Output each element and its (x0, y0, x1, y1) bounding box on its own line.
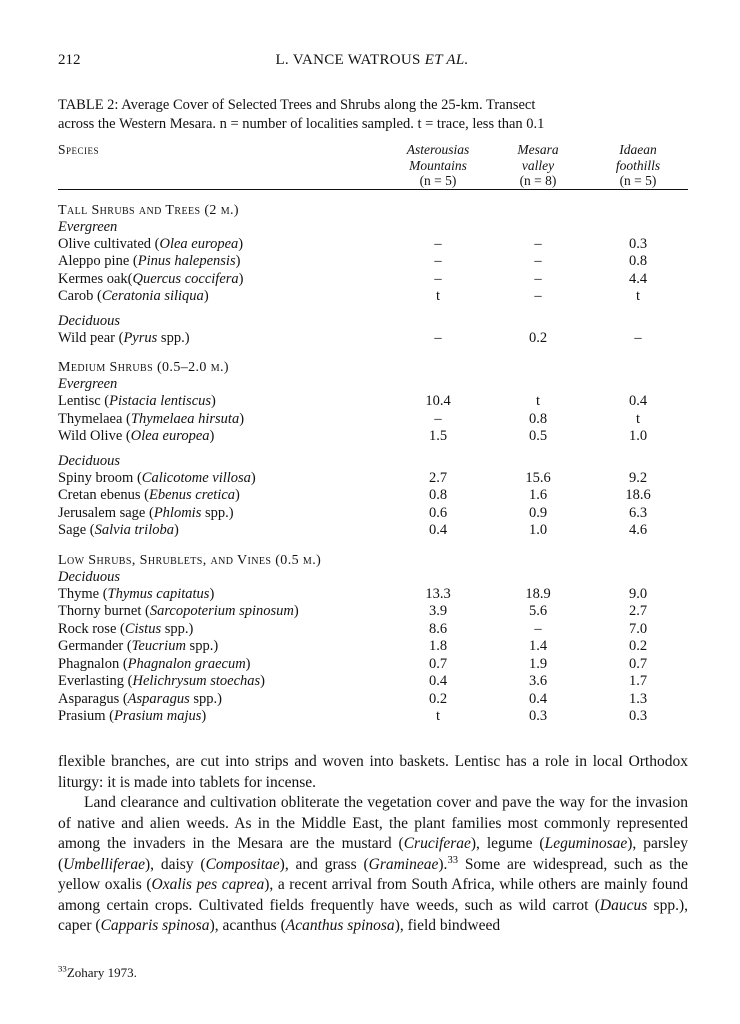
cover-value: 9.0 (628, 585, 648, 602)
footnote-text: Zohary 1973. (66, 965, 137, 980)
column-header-title: Asterousias (406, 142, 470, 157)
cover-value: t (535, 393, 541, 409)
cover-value: 0.2 (628, 638, 648, 654)
cover-value: 4.4 (628, 270, 648, 287)
cover-value: 2.7 (428, 469, 448, 486)
species-name: Olive cultivated (Olea europea) (58, 235, 244, 252)
column-header-3 (588, 142, 688, 189)
table-row (58, 586, 688, 604)
p2-seg10: ), acanthus ( (209, 917, 286, 934)
table-row (58, 253, 688, 271)
cover-value: 1.3 (628, 690, 648, 707)
cover-value: 0.4 (528, 690, 548, 707)
species-name: Germander (Teucrium spp.) (58, 638, 219, 654)
cover-value: 0.3 (528, 708, 548, 724)
column-header-n: (n = 8) (519, 173, 557, 188)
group-label-row (58, 313, 688, 330)
section-heading: Low Shrubs, Shrublets, and Vines (0.5 m.) (58, 552, 322, 568)
species-name: Wild pear (Pyrus spp.) (58, 329, 190, 346)
table-row (58, 708, 688, 726)
table-row (58, 621, 688, 639)
species-name: Prasium (Prasium majus) (58, 708, 207, 724)
cover-value: 18.6 (625, 487, 651, 503)
cover-value: – (534, 270, 542, 287)
p2-seg2: ), legume ( (470, 835, 545, 852)
cover-value: 2.7 (628, 603, 648, 619)
species-name: Asparagus (Asparagus spp.) (58, 690, 222, 707)
species-name: Rock rose (Cistus spp.) (58, 620, 194, 637)
p2-seg8: ), a recent arrival from South Africa, while others are mainly found among certain crops. Cultivated fields frequently have weeds, such as wild carrot ( (58, 876, 688, 914)
p2-seg3: ), parsley ( (58, 835, 688, 873)
group-label-row (58, 219, 688, 236)
column-header-2 (488, 142, 588, 189)
data-table (58, 142, 688, 726)
species-name: Everlasting (Helichrysum stoechas) (58, 673, 265, 689)
group-label: Deciduous (58, 452, 121, 469)
table-row (58, 638, 688, 656)
cover-value: 1.0 (528, 522, 548, 538)
running-title-text: L. VANCE WATROUS (275, 52, 425, 68)
cover-value: – (434, 270, 442, 287)
column-header-sub: foothills (615, 157, 661, 173)
cover-value: 0.3 (628, 235, 648, 252)
column-header-title: Mesara (517, 142, 559, 157)
body-text (58, 752, 688, 937)
column-header-species (58, 142, 388, 189)
table-row (58, 656, 688, 674)
p2-italic-acanthus: Acanthus spinosa (285, 917, 395, 934)
page-number: 212 (58, 52, 81, 68)
column-header-sub: valley (521, 157, 555, 173)
group-label-row (58, 569, 688, 586)
group-label: Evergreen (58, 376, 118, 392)
section-heading-row (58, 190, 688, 219)
paragraph-1 (58, 752, 688, 793)
cover-value: 0.3 (628, 708, 648, 724)
page-header (58, 52, 686, 72)
species-name: Phagnalon (Phagnalon graecum) (58, 655, 251, 672)
spacer-row (58, 446, 688, 453)
p2-italic-daucus: Daucus (599, 896, 648, 914)
running-title (58, 52, 686, 69)
species-name: Kermes oak(Quercus coccifera) (58, 270, 244, 287)
paragraph-1-line1: flexible branches, are cut into strips and woven into baskets. Lentisc has a role in (58, 753, 587, 770)
column-header-1 (388, 142, 488, 189)
table-caption-line1: TABLE 2: Average Cover of Selected Trees and Shrubs along the 25-km. Transect (58, 97, 536, 113)
running-title-etal: ET AL. (424, 52, 469, 68)
table-caption (58, 96, 688, 134)
table-row (58, 271, 688, 289)
p2-seg5: ), and grass ( (279, 855, 369, 873)
cover-value: 1.4 (528, 638, 548, 654)
cover-value: 0.9 (528, 504, 548, 521)
cover-value: t (435, 708, 441, 724)
species-name: Spiny broom (Calicotome villosa) (58, 469, 256, 486)
spacer-row (58, 306, 688, 313)
table-row (58, 603, 688, 621)
cover-value: 0.8 (428, 487, 448, 503)
cover-value: – (434, 235, 442, 252)
table-header-row (58, 142, 688, 189)
cover-value: 1.0 (628, 428, 648, 444)
cover-value: 6.3 (628, 504, 648, 521)
cover-value: – (434, 329, 442, 346)
p2-seg9: spp.), caper ( (58, 896, 688, 934)
footnote-ref-33[interactable]: 33 (447, 854, 458, 866)
table-row (58, 330, 688, 348)
footnote (58, 965, 688, 981)
cover-value: 3.9 (428, 603, 448, 619)
section-heading: Tall Shrubs and Trees (2 m.) (58, 202, 239, 218)
paragraph-1-line2: local Orthodox liturgy: it is made into tablets for incense. (58, 753, 688, 791)
cover-value: 8.6 (428, 620, 448, 637)
group-label: Evergreen (58, 218, 118, 235)
cover-value: – (634, 329, 642, 346)
cover-value: t (435, 288, 441, 304)
table-row (58, 487, 688, 505)
cover-value: 0.2 (528, 329, 548, 346)
cover-value: 18.9 (525, 585, 551, 602)
species-name: Thyme (Thymus capitatus) (58, 585, 215, 602)
species-name: Lentisc (Pistacia lentiscus) (58, 393, 216, 409)
species-name: Thorny burnet (Sarcopoterium spinosum) (58, 603, 299, 619)
species-name: Jerusalem sage (Phlomis spp.) (58, 504, 234, 521)
table-row (58, 691, 688, 709)
table-row (58, 673, 688, 691)
cover-value: 0.4 (428, 673, 448, 689)
table-row (58, 470, 688, 488)
cover-value: 0.4 (628, 393, 648, 409)
cover-value: 10.4 (425, 393, 451, 409)
species-name: Cretan ebenus (Ebenus cretica) (58, 487, 240, 503)
cover-value: 0.2 (428, 690, 448, 707)
cover-value: 9.2 (628, 469, 648, 486)
cover-value: 1.7 (628, 673, 648, 689)
cover-value: – (434, 410, 442, 427)
p2-italic-capparis: Capparis spinosa (100, 917, 210, 934)
table-row (58, 393, 688, 411)
section-heading: Medium Shrubs (0.5–2.0 m.) (58, 360, 229, 375)
p2-italic-gramineae: Gramineae (368, 855, 439, 873)
cover-value: 7.0 (628, 620, 648, 637)
p2-italic-cruciferae: Cruciferae (403, 835, 471, 852)
p2-seg4: ), daisy ( (144, 855, 206, 873)
cover-value: 0.7 (628, 655, 648, 672)
p2-italic-compositae: Compositae (205, 855, 280, 873)
section-heading-row (58, 347, 688, 376)
footnote-marker: 33 (58, 963, 67, 974)
table-row (58, 411, 688, 429)
cover-value: 1.9 (528, 655, 548, 672)
cover-value: 0.7 (428, 655, 448, 672)
spacer-cell (58, 446, 688, 453)
column-header-n: (n = 5) (619, 173, 657, 188)
cover-value: 0.4 (428, 522, 448, 538)
cover-value: 0.6 (428, 504, 448, 521)
cover-value: 0.5 (528, 428, 548, 444)
table-row (58, 522, 688, 540)
table-row (58, 288, 688, 306)
section-heading-row (58, 540, 688, 569)
table-row (58, 428, 688, 446)
cover-value: 3.6 (528, 673, 548, 689)
spacer-cell (58, 306, 688, 313)
cover-value: – (534, 620, 542, 637)
p2-seg11: ), field bindweed (394, 917, 501, 934)
cover-value: – (534, 235, 542, 252)
species-name: Sage (Salvia triloba) (58, 522, 179, 538)
group-label-row (58, 376, 688, 393)
cover-value: 0.8 (628, 253, 648, 269)
p2-seg7: Some are widespread, such as the yellow oxalis ( (58, 855, 689, 893)
group-label: Deciduous (58, 312, 121, 329)
group-label: Deciduous (58, 568, 121, 585)
cover-value: – (534, 253, 542, 269)
table-caption-line2: across the Western Mesara. n = number of localities sampled. t = trace, less than 0.1 (58, 116, 545, 132)
cover-value: 15.6 (525, 469, 551, 486)
table-row (58, 505, 688, 523)
cover-value: 1.5 (428, 428, 448, 444)
p2-italic-leguminosae: Leguminosae (544, 835, 628, 852)
cover-value: 1.8 (428, 638, 448, 654)
p2-italic-umbelliferae: Umbelliferae (63, 855, 145, 873)
species-name: Wild Olive (Olea europea) (58, 428, 215, 444)
column-header-sub: Mountains (409, 157, 467, 173)
cover-value: – (434, 253, 442, 269)
species-name: Aleppo pine (Pinus halepensis) (58, 253, 241, 269)
cover-value: 0.8 (528, 410, 548, 427)
column-header-title: Idaean (619, 142, 657, 157)
paragraph-2 (58, 793, 688, 937)
column-header-n: (n = 5) (419, 173, 457, 188)
cover-value: 4.6 (628, 522, 648, 538)
species-name: Thymelaea (Thymelaea hirsuta) (58, 410, 245, 427)
cover-value: t (635, 410, 641, 427)
column-header-species-label: Species (58, 142, 100, 157)
cover-value: 1.6 (528, 487, 548, 503)
cover-value: t (635, 288, 641, 304)
p2-italic-oxalis: Oxalis pes caprea (151, 876, 265, 893)
table-row (58, 236, 688, 254)
group-label-row (58, 453, 688, 470)
p2-seg1: Land clearance and cultivation obliterate the vegetation cover and pave the way for the invasion of native and alien weeds. As in the Middle East, the plant families most commonly represented among the invaders in the Mesara are the mustard ( (58, 794, 688, 852)
cover-value: 13.3 (425, 585, 451, 602)
p2-seg6: ). (438, 855, 448, 873)
cover-value: – (534, 288, 542, 304)
species-name: Carob (Ceratonia siliqua) (58, 288, 209, 304)
cover-value: 5.6 (528, 603, 548, 619)
